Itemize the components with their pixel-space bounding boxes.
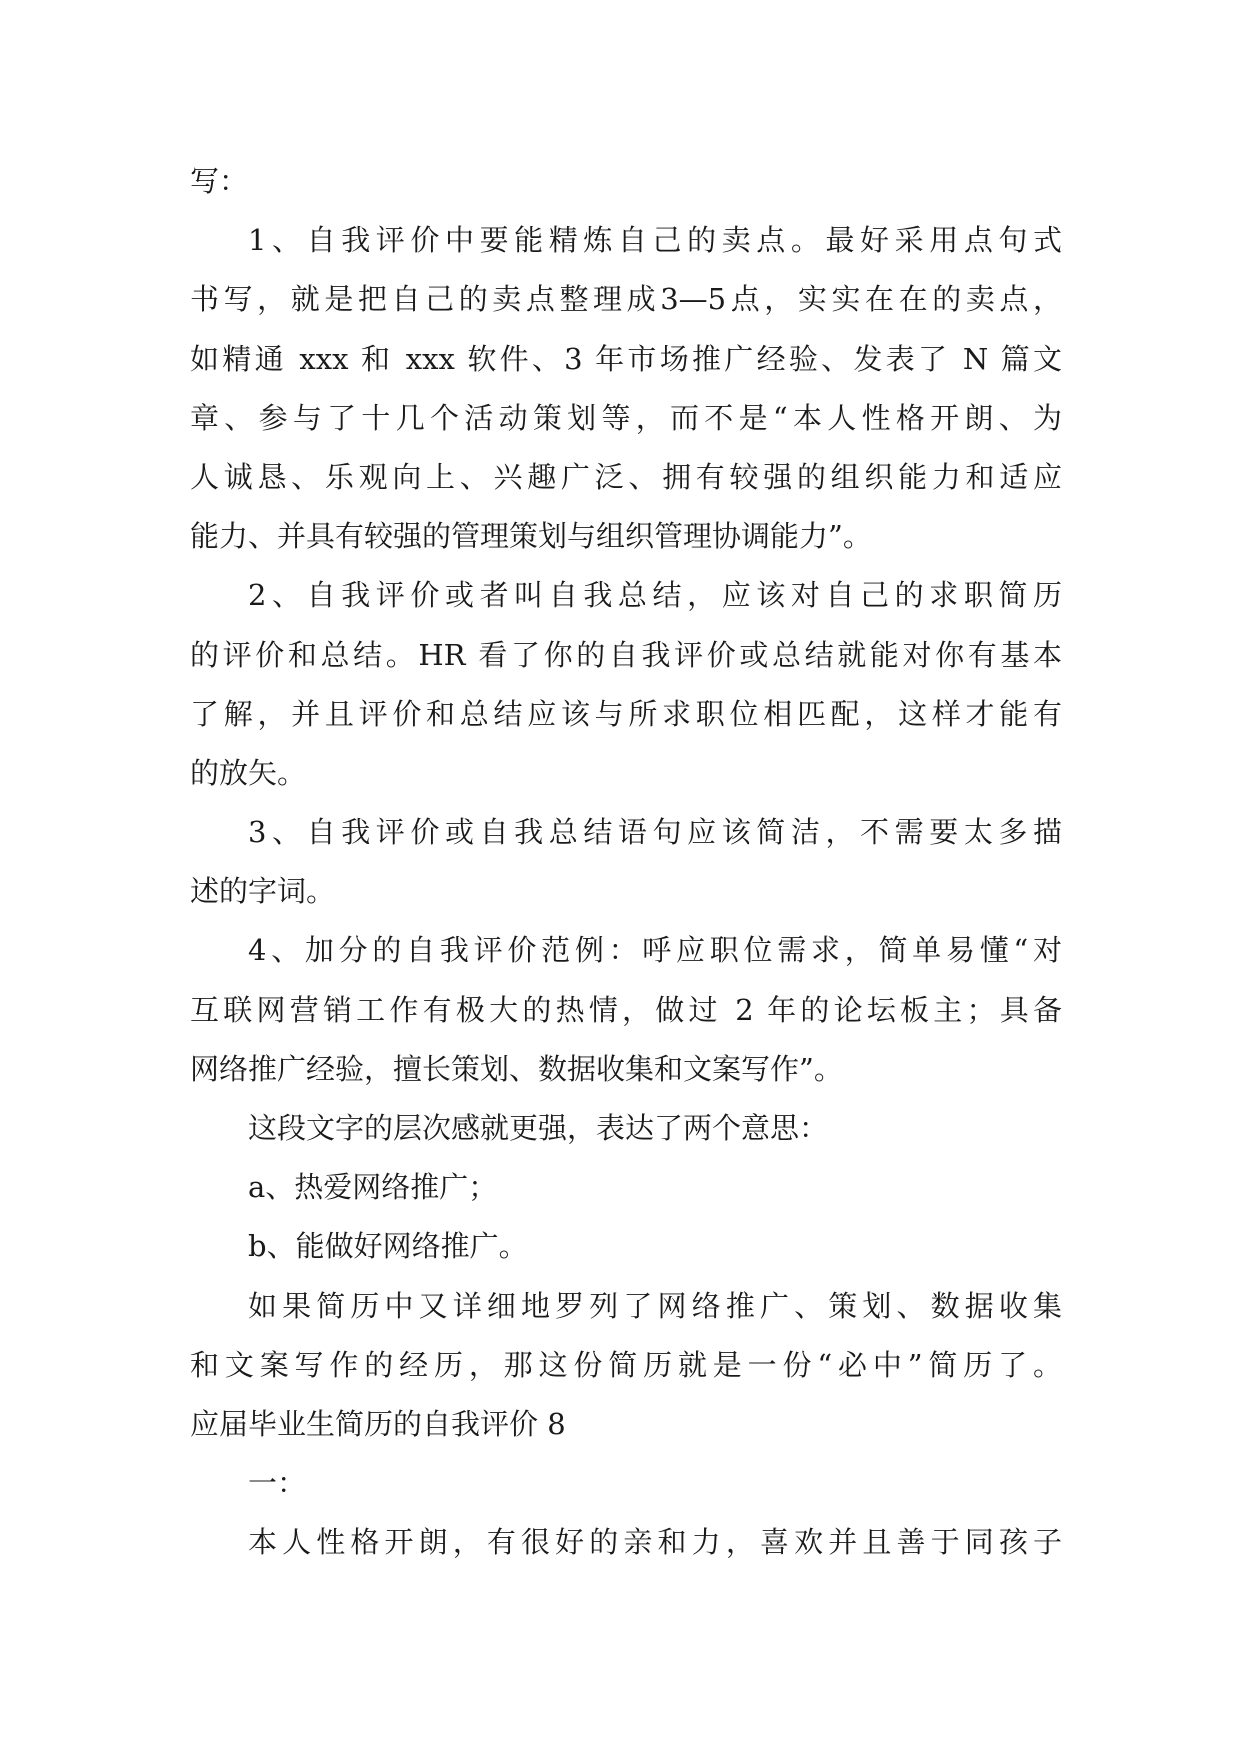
document-page — [190, 152, 1062, 1573]
text-line: 网络推广经验，擅长策划、数据收集和文案写作”。 — [190, 1051, 843, 1086]
text-line: 书写，就是把自己的卖点整理成3—5点，实实在在的卖点， — [190, 282, 1062, 317]
text-line: 应届毕业生简历的自我评价 8 — [190, 1406, 566, 1441]
text-line: 4、加分的自我评价范例：呼应职位需求，简单易懂“对 — [248, 933, 1062, 968]
text-line: 3、自我评价或自我总结语句应该简洁，不需要太多描 — [248, 815, 1062, 850]
text-line: 和文案写作的经历，那这份简历就是一份“必中”简历了。 — [190, 1347, 1062, 1382]
text-line: 如果简历中又详细地罗列了网络推广、策划、数据收集 — [248, 1288, 1062, 1323]
text-line: 人诚恳、乐观向上、兴趣广泛、拥有较强的组织能力和适应 — [190, 459, 1062, 494]
document-body — [190, 152, 1062, 1573]
text-line: 章、参与了十几个活动策划等，而不是“本人性格开朗、为 — [190, 400, 1062, 435]
text-line: a、热爱网络推广； — [248, 1170, 498, 1205]
text-line: 2、自我评价或者叫自我总结，应该对自己的求职简历 — [248, 578, 1062, 613]
text-line: 1、自我评价中要能精炼自己的卖点。最好采用点句式 — [248, 223, 1062, 258]
text-line: 本人性格开朗，有很好的亲和力，喜欢并且善于同孩子 — [248, 1525, 1062, 1560]
text-line: 能力、并具有较强的管理策划与组织管理协调能力”。 — [190, 519, 872, 554]
text-line: 如精通 xxx 和 xxx 软件、3 年市场推广经验、发表了 N 篇文 — [190, 341, 1062, 376]
text-line: 这段文字的层次感就更强，表达了两个意思： — [248, 1111, 829, 1145]
text-line: b、能做好网络推广。 — [248, 1229, 528, 1264]
text-line: 一： — [248, 1466, 307, 1501]
text-line: 的放矢。 — [190, 755, 307, 790]
text-line: 了解，并且评价和总结应该与所求职位相匹配，这样才能有 — [190, 696, 1062, 731]
text-line: 互联网营销工作有极大的热情，做过 2 年的论坛板主；具备 — [190, 992, 1062, 1027]
text-line: 写： — [190, 164, 249, 198]
text-line: 述的字词。 — [190, 874, 336, 909]
text-line: 的评价和总结。HR 看了你的自我评价或总结就能对你有基本 — [190, 637, 1062, 672]
